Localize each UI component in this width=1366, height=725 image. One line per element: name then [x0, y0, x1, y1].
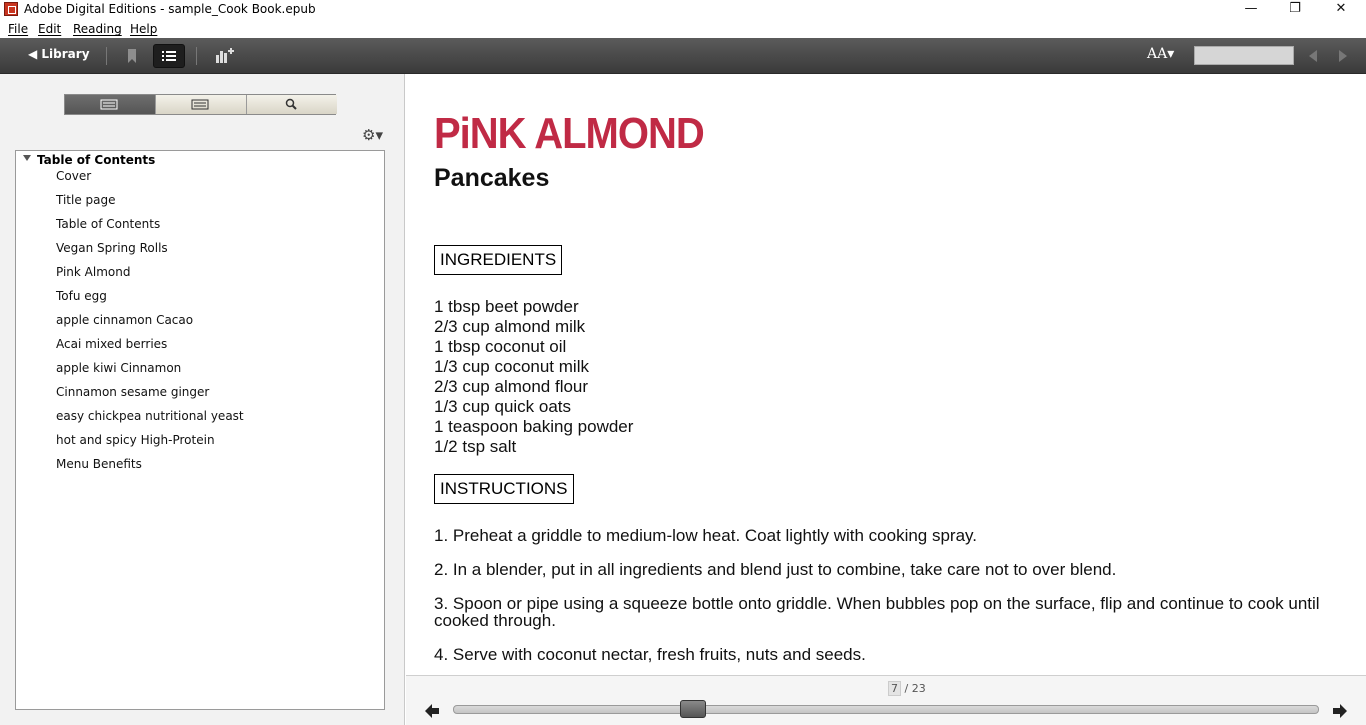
toc-tab-icon[interactable] [65, 95, 156, 114]
bookmarks-tab-icon[interactable] [156, 95, 247, 114]
gear-icon[interactable]: ⚙▾ [362, 126, 383, 144]
next-page-icon[interactable] [1330, 701, 1350, 721]
page-slider-thumb[interactable] [680, 700, 706, 718]
ingredient-line: 1/2 tsp salt [434, 437, 517, 456]
reading-pane [406, 74, 1366, 675]
instruction-step: 2. In a blender, put in all ingredients and blend just to combine, take care not to over blend. [434, 560, 1117, 579]
add-to-collection-icon[interactable] [208, 44, 240, 68]
toc-heading[interactable]: Table of Contents [37, 153, 156, 167]
menu-file[interactable]: File [8, 22, 29, 36]
toc-item-vegan-spring-rolls[interactable]: Vegan Spring Rolls [56, 241, 168, 255]
menu-edit[interactable]: Edit [38, 22, 62, 36]
toc-item-tofu-egg[interactable]: Tofu egg [56, 289, 107, 303]
toolbar-divider [196, 47, 197, 65]
window-title: Adobe Digital Editions - sample_Cook Book.epub [24, 2, 316, 16]
sidebar [0, 74, 405, 725]
previous-result-icon[interactable] [1298, 44, 1330, 68]
toc-item-acai-mixed-berries[interactable]: Acai mixed berries [56, 337, 168, 351]
toc-panel [15, 150, 385, 710]
toc-item-apple-kiwi-cinnamon[interactable]: apple kiwi Cinnamon [56, 361, 182, 375]
toc-item-hot-and-spicy[interactable]: hot and spicy High-Protein [56, 433, 215, 447]
menu-bar [0, 20, 1366, 38]
title-bar [0, 0, 1366, 20]
instruction-step: 3. Spoon or pipe using a squeeze bottle onto griddle. When bubbles pop on the surface, flip and continue to cook until cooked through. [434, 594, 1320, 630]
toc-item-easy-chickpea[interactable]: easy chickpea nutritional yeast [56, 409, 244, 423]
ingredient-line: 1 teaspoon baking powder [434, 417, 634, 436]
instruction-step: 4. Serve with coconut nectar, fresh fruits, nuts and seeds. [434, 645, 866, 664]
previous-page-icon[interactable] [422, 701, 442, 721]
ingredient-line: 1/3 cup quick oats [434, 397, 572, 416]
menu-help[interactable]: Help [130, 22, 158, 36]
menu-reading[interactable]: Reading [73, 22, 122, 36]
toc-view-icon[interactable] [153, 44, 185, 68]
collapse-triangle-icon[interactable] [23, 155, 31, 161]
toc-item-cover[interactable]: Cover [56, 169, 92, 183]
page-indicator [888, 682, 926, 695]
toc-item-pink-almond[interactable]: Pink Almond [56, 265, 131, 279]
font-size-button[interactable]: AA▾ [1147, 46, 1175, 62]
ingredient-line: 2/3 cup almond milk [434, 317, 586, 336]
toolbar [0, 38, 1366, 74]
page-navigation-bar [406, 675, 1366, 725]
total-pages: / 23 [904, 682, 926, 695]
toc-item-apple-cinnamon-cacao[interactable]: apple cinnamon Cacao [56, 313, 194, 327]
instruction-step: 1. Preheat a griddle to medium-low heat. Coat lightly with cooking spray. [434, 526, 978, 545]
sidebar-view-switcher [64, 94, 336, 115]
ingredients-heading: INGREDIENTS [434, 245, 562, 275]
close-button[interactable]: ✕ [1335, 1, 1347, 16]
toc-item-menu-benefits[interactable]: Menu Benefits [56, 457, 142, 471]
toc-item-cinnamon-sesame-ginger[interactable]: Cinnamon sesame ginger [56, 385, 210, 399]
search-tab-icon[interactable] [247, 95, 337, 114]
ingredient-line: 1 tbsp coconut oil [434, 337, 567, 356]
toolbar-divider [106, 47, 107, 65]
minimize-button[interactable]: — [1244, 1, 1258, 16]
next-result-icon[interactable] [1328, 44, 1360, 68]
toc-item-table-of-contents[interactable]: Table of Contents [56, 217, 161, 231]
page-slider-track[interactable] [453, 705, 1319, 714]
ingredient-line: 2/3 cup almond flour [434, 377, 589, 396]
app-icon [4, 2, 18, 16]
ingredient-line: 1 tbsp beet powder [434, 297, 579, 316]
recipe-subtitle: Pancakes [434, 164, 550, 192]
bookmark-icon[interactable] [118, 44, 150, 68]
toc-item-title-page[interactable]: Title page [56, 193, 116, 207]
ingredient-line: 1/3 cup coconut milk [434, 357, 589, 376]
instructions-heading: INSTRUCTIONS [434, 474, 574, 504]
recipe-title: PiNK ALMOND [434, 110, 704, 158]
library-button[interactable]: ◀ Library [28, 47, 90, 61]
restore-button[interactable]: ❐ [1289, 1, 1301, 16]
search-input[interactable] [1194, 46, 1294, 65]
current-page[interactable]: 7 [888, 681, 901, 696]
